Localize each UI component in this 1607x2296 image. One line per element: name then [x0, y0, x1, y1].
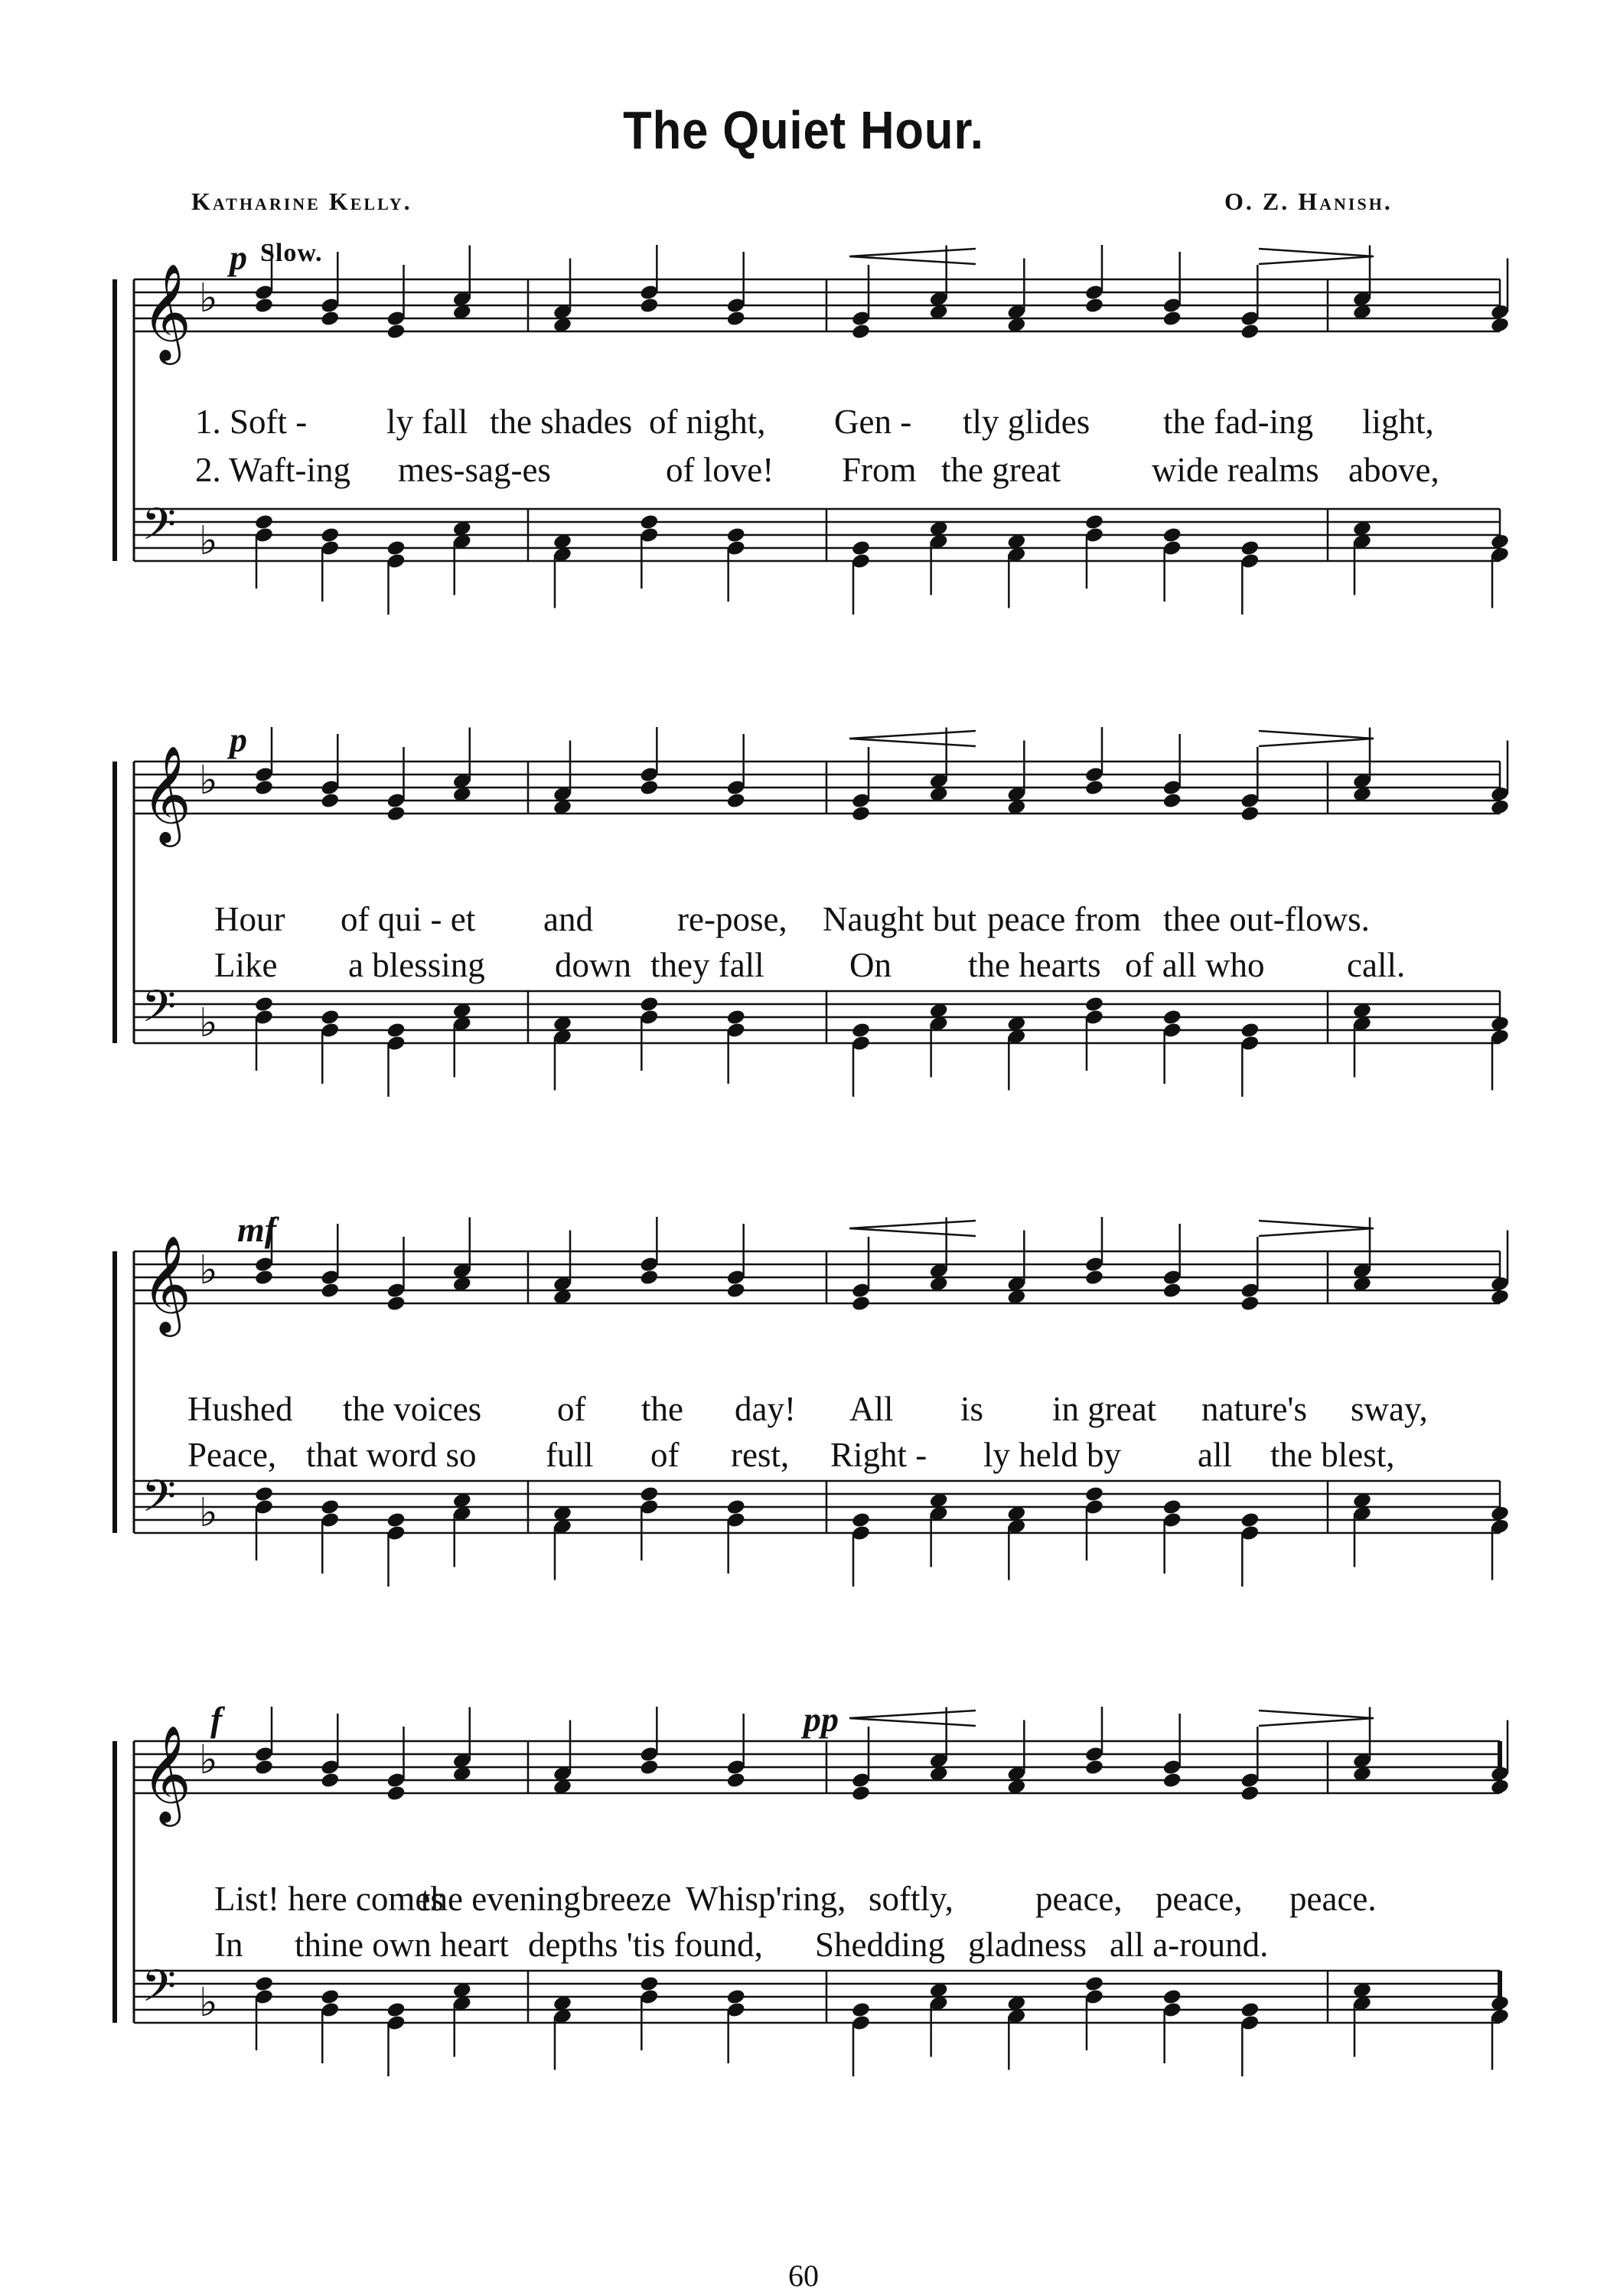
note-head — [726, 310, 746, 328]
lyric-line-verse-1 — [0, 899, 1607, 945]
note-head — [1162, 527, 1182, 544]
flat-key-signature-icon: ♭ — [199, 1980, 218, 2026]
note-head — [639, 996, 659, 1013]
note-head — [639, 1759, 659, 1776]
lyric-word: Right - — [830, 1436, 927, 1474]
note-head — [726, 1282, 746, 1300]
note-head — [726, 527, 746, 544]
lyric-word: the evening — [421, 1880, 581, 1918]
dynamic-marking: p — [230, 720, 247, 759]
flat-key-signature-icon: ♭ — [199, 1247, 218, 1293]
flat-key-signature-icon: ♭ — [199, 1737, 218, 1783]
note-head — [320, 1499, 340, 1516]
lyric-word: Gen - — [834, 403, 912, 441]
note-head — [726, 1499, 746, 1516]
lyric-word: of love! — [666, 451, 774, 489]
lyric-line-verse-2 — [0, 1435, 1607, 1481]
note-head — [386, 1785, 406, 1802]
lyric-word: full — [546, 1436, 594, 1474]
note-head — [1240, 540, 1260, 557]
crescendo-hairpin — [849, 1221, 976, 1236]
note-head — [386, 2001, 406, 2019]
lyric-word: down — [555, 946, 631, 984]
lyric-line-verse-2 — [0, 1925, 1607, 1971]
note-head — [320, 1009, 340, 1026]
note-head — [254, 1486, 274, 1503]
flat-key-signature-icon: ♭ — [199, 276, 218, 321]
note-head — [320, 1772, 340, 1789]
note-head — [320, 1282, 340, 1300]
lyric-word: tly glides — [963, 403, 1090, 441]
bass-clef-icon: 𝄢 — [142, 498, 177, 561]
lyric-word: List! here comes — [214, 1880, 444, 1918]
lyric-word: all — [1198, 1436, 1232, 1474]
lyric-word: Hushed — [187, 1390, 293, 1428]
lyric-word: ly fall — [386, 403, 468, 441]
crescendo-hairpin — [849, 249, 976, 264]
note-head — [320, 792, 340, 810]
bass-clef-icon: 𝄢 — [142, 980, 177, 1043]
note-head — [1240, 1512, 1260, 1529]
note-head — [1162, 1772, 1182, 1789]
lyric-word: All — [849, 1390, 894, 1428]
note-head — [1162, 792, 1182, 810]
flat-key-signature-icon: ♭ — [199, 518, 218, 564]
note-head — [851, 1022, 871, 1039]
lyric-line-verse-1 — [0, 1389, 1607, 1435]
lyric-line-verse-2 — [0, 945, 1607, 991]
decrescendo-hairpin — [1259, 731, 1374, 746]
note-head — [386, 805, 406, 823]
lyric-word: call. — [1347, 946, 1406, 984]
lyric-word: the — [641, 1390, 683, 1428]
lyric-word: they fall — [650, 946, 764, 984]
note-head — [639, 514, 659, 531]
lyric-word: From — [842, 451, 917, 489]
dynamic-marking: mf — [237, 1210, 277, 1249]
lyric-word: the great — [941, 451, 1061, 489]
lyric-word: day! — [735, 1390, 796, 1428]
note-head — [726, 1988, 746, 2006]
lyric-word: re-pose, — [677, 900, 787, 938]
note-head — [726, 792, 746, 810]
note-head — [1240, 1022, 1260, 1039]
note-head — [386, 1295, 406, 1313]
lyric-word: the fad-ing — [1163, 403, 1314, 441]
lyric-word: that word so — [306, 1436, 477, 1474]
lyric-word: Whisp'ring, — [686, 1880, 846, 1918]
lyric-word: of all who — [1125, 946, 1265, 984]
note-head — [1162, 310, 1182, 328]
lyric-word: rest, — [731, 1436, 790, 1474]
lyric-word: Peace, — [187, 1436, 277, 1474]
note-head — [851, 323, 871, 341]
lyric-word: of — [650, 1436, 680, 1474]
note-head — [1240, 1785, 1260, 1802]
flat-key-signature-icon: ♭ — [199, 1000, 218, 1046]
lyric-word: gladness — [968, 1926, 1087, 1964]
lyric-word: the hearts — [968, 946, 1101, 984]
note-head — [1240, 2001, 1260, 2019]
note-head — [1084, 1975, 1104, 1993]
note-head — [1162, 1499, 1182, 1516]
note-head — [1240, 1295, 1260, 1313]
note-head — [254, 996, 274, 1013]
note-head — [851, 1785, 871, 1802]
note-head — [1084, 1759, 1104, 1776]
lyric-word: nature's — [1201, 1390, 1308, 1428]
crescendo-hairpin — [849, 1711, 976, 1726]
lyric-word: peace from — [987, 900, 1142, 938]
lyric-word: mes-sag-es — [398, 451, 551, 489]
lyric-word: of qui - et — [341, 900, 476, 938]
note-head — [851, 1512, 871, 1529]
lyric-word: 2. Waft-ing — [195, 451, 351, 489]
note-head — [1240, 805, 1260, 823]
lyric-line-verse-2 — [0, 450, 1607, 496]
decrescendo-hairpin — [1259, 1711, 1374, 1726]
note-head — [254, 1269, 274, 1287]
decrescendo-hairpin — [1259, 1221, 1374, 1236]
note-head — [639, 1975, 659, 1993]
note-head — [1240, 323, 1260, 341]
lyric-word: wide realms — [1152, 451, 1319, 489]
lyric-word: in great — [1052, 1390, 1157, 1428]
lyric-word: and — [543, 900, 593, 938]
note-head — [320, 310, 340, 328]
note-head — [1084, 514, 1104, 531]
lyric-word: peace. — [1289, 1880, 1377, 1918]
note-head — [851, 1295, 871, 1313]
lyric-word: Hour — [214, 900, 285, 938]
note-head — [1084, 297, 1104, 315]
note-head — [639, 1269, 659, 1287]
note-head — [254, 1975, 274, 1993]
dynamic-marking: p — [230, 238, 247, 277]
note-head — [639, 297, 659, 315]
note-head — [1084, 779, 1104, 797]
flat-key-signature-icon: ♭ — [199, 758, 218, 804]
lyric-word: is — [960, 1390, 984, 1428]
note-head — [851, 2001, 871, 2019]
lyric-word: ly held by — [983, 1436, 1121, 1474]
note-head — [1084, 1269, 1104, 1287]
lyric-word: Shedding — [815, 1926, 946, 1964]
crescendo-hairpin — [849, 731, 976, 746]
lyric-word: softly, — [869, 1880, 953, 1918]
lyric-line-verse-1 — [0, 1879, 1607, 1925]
treble-clef-icon: 𝄞 — [142, 263, 192, 360]
note-head — [1084, 1486, 1104, 1503]
dynamic-marking: f — [210, 1700, 223, 1739]
bass-clef-icon: 𝄢 — [142, 1470, 177, 1533]
note-head — [386, 1022, 406, 1039]
note-head — [726, 1772, 746, 1789]
dynamic-marking: pp — [804, 1700, 839, 1739]
tempo-marking: Slow. — [260, 239, 323, 267]
lyric-word: all a-round. — [1110, 1926, 1269, 1964]
lyric-word: the shades — [490, 403, 633, 441]
note-head — [254, 1759, 274, 1776]
lyricist-credit: Katharine Kelly. — [191, 188, 412, 215]
note-head — [254, 779, 274, 797]
treble-clef-icon: 𝄞 — [142, 1724, 192, 1822]
composer-credit: O. Z. Hanish. — [1224, 188, 1393, 215]
lyric-word: the blest, — [1270, 1436, 1395, 1474]
note-head — [639, 779, 659, 797]
note-head — [1084, 996, 1104, 1013]
page-number: 60 — [788, 2258, 819, 2293]
decrescendo-hairpin — [1259, 249, 1374, 264]
lyric-word: On — [849, 946, 892, 984]
note-head — [726, 1009, 746, 1026]
note-head — [1162, 1282, 1182, 1300]
lyric-word: Naught but — [823, 900, 977, 938]
lyric-word: In — [214, 1926, 243, 1964]
flat-key-signature-icon: ♭ — [199, 1490, 218, 1536]
lyric-word: breeze — [582, 1880, 672, 1918]
lyric-word: a blessing — [348, 946, 485, 984]
note-head — [386, 323, 406, 341]
note-head — [1162, 1009, 1182, 1026]
note-head — [1162, 1988, 1182, 2006]
lyric-word: thine own heart — [295, 1926, 509, 1964]
note-head — [851, 805, 871, 823]
lyric-word: peace, — [1156, 1880, 1243, 1918]
bass-clef-icon: 𝄢 — [142, 1960, 177, 2023]
lyric-word: peace, — [1035, 1880, 1123, 1918]
lyric-word: sway, — [1351, 1390, 1428, 1428]
song-title: The Quiet Hour. — [623, 100, 984, 160]
note-head — [320, 527, 340, 544]
note-head — [320, 1988, 340, 2006]
lyric-word: of night, — [649, 403, 766, 441]
treble-clef-icon: 𝄞 — [142, 745, 192, 843]
lyric-word: depths 'tis found, — [528, 1926, 763, 1964]
treble-clef-icon: 𝄞 — [142, 1234, 192, 1332]
note-head — [386, 540, 406, 557]
note-head — [254, 297, 274, 315]
lyric-word: light, — [1362, 403, 1434, 441]
note-head — [639, 1486, 659, 1503]
lyric-word: Like — [214, 946, 278, 984]
note-head — [851, 540, 871, 557]
lyric-word: 1. Soft - — [195, 403, 308, 441]
lyric-line-verse-1 — [0, 402, 1607, 448]
lyric-word: the voices — [343, 1390, 482, 1428]
lyric-word: thee out-flows. — [1163, 900, 1370, 938]
note-head — [386, 1512, 406, 1529]
lyric-word: above, — [1348, 451, 1439, 489]
lyric-word: of — [557, 1390, 586, 1428]
note-head — [254, 514, 274, 531]
